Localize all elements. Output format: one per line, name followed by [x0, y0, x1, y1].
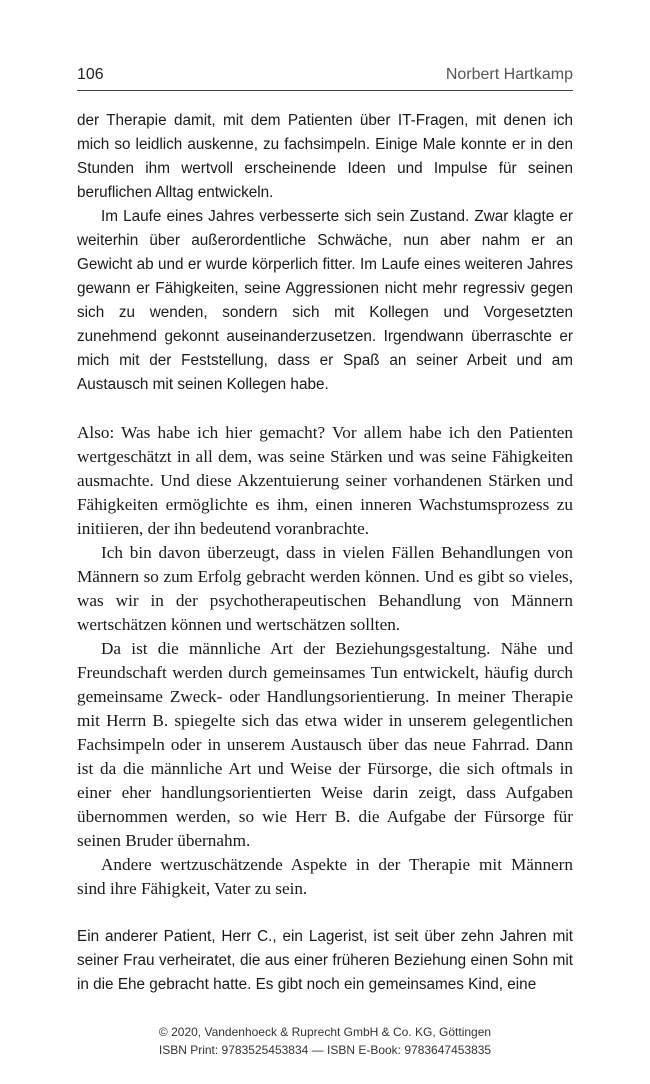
paragraph: Andere wertzuschätzende Aspekte in der Therapie mit Männern sind ihre Fähigkeit, Vater zu sein.: [77, 855, 573, 898]
isbn-line: ISBN Print: 9783525453834 — ISBN E-Book: 9783647453835: [158, 1043, 492, 1057]
reflection-block: [77, 421, 573, 901]
case-narrative-block: [77, 925, 573, 997]
paragraph: Ich bin davon überzeugt, dass in vielen Fällen Behandlungen von Männern so zum Erfolg gebracht werden können. Und es gibt so vieles, was wir in der psychotherapeutischen Behandlung von Männern wertschätzen können und wertschätzen sollten.: [77, 543, 573, 634]
paragraph: der Therapie damit, mit dem Patienten über IT-Fragen, mit denen ich mich so leidlich auskenne, zu fachsimpeln. Einige Male konnte er in den Stunden ihm wertvoll erscheinende Ideen und Impulse für seinen beruflichen Alltag entwickeln.: [77, 112, 573, 201]
paragraph: Also: Was habe ich hier gemacht? Vor allem habe ich den Patienten wertgeschätzt in all dem, was seine Stärken und was seine Fähigkeiten ausmachte. Und diese Akzentuierung seiner vorhandenen Stärken und Fähigkeiten ermöglichte es ihm, einen inneren Wachstumsprozess zu initiieren, der ihn bedeutend voranbrachte.: [77, 423, 573, 538]
case-narrative-block: [77, 109, 573, 397]
running-head-author: Norbert Hartkamp: [445, 66, 573, 83]
copyright-line: © 2020, Vandenhoeck & Ruprecht GmbH & Co. KG, Göttingen: [158, 1025, 492, 1039]
paragraph: Ein anderer Patient, Herr C., ein Lagerist, ist seit über zehn Jahren mit seiner Frau verheiratet, die aus einer früheren Beziehung einen Sohn mit in die Ehe gebracht hatte. Es gibt noch ein gemeinsames Kind, eine: [77, 928, 573, 993]
page-footer: [0, 1023, 650, 1059]
page-number: 106: [77, 66, 104, 83]
running-head: [77, 64, 573, 91]
paragraph: Im Laufe eines Jahres verbesserte sich sein Zustand. Zwar klagte er weiterhin über außerordentliche Schwäche, nun aber nahm er an Gewicht ab und er wurde körperlich fitter. Im Laufe eines weiteren Jahres gewann er Fähigkeiten, seine Aggressionen nicht mehr regressiv gegen sich zu wenden, sondern sich mit Kollegen und Vorgesetzten zunehmend gekonnt auseinanderzusetzen. Irgendwann überraschte er mich mit der Feststellung, dass er Spaß an seiner Arbeit und am Austausch mit seinen Kollegen habe.: [77, 208, 573, 393]
paragraph: Da ist die männliche Art der Beziehungsgestaltung. Nähe und Freundschaft werden durch gemeinsames Tun entwickelt, häufig durch gemeinsame Zweck- oder Handlungsorientierung. In meiner Therapie mit Herrn B. spiegelte sich das etwa wider in unserem gelegentlichen Fachsimpeln oder in unserem Austausch über das neue Fahrrad. Dann ist da die männliche Art und Weise der Fürsorge, die sich oftmals in einer eher handlungsorientierten Weise darin zeigt, dass Aufgaben übernommen werden, so wie Herr B. die Aufgabe der Fürsorge für seinen Bruder übernahm.: [77, 639, 573, 850]
